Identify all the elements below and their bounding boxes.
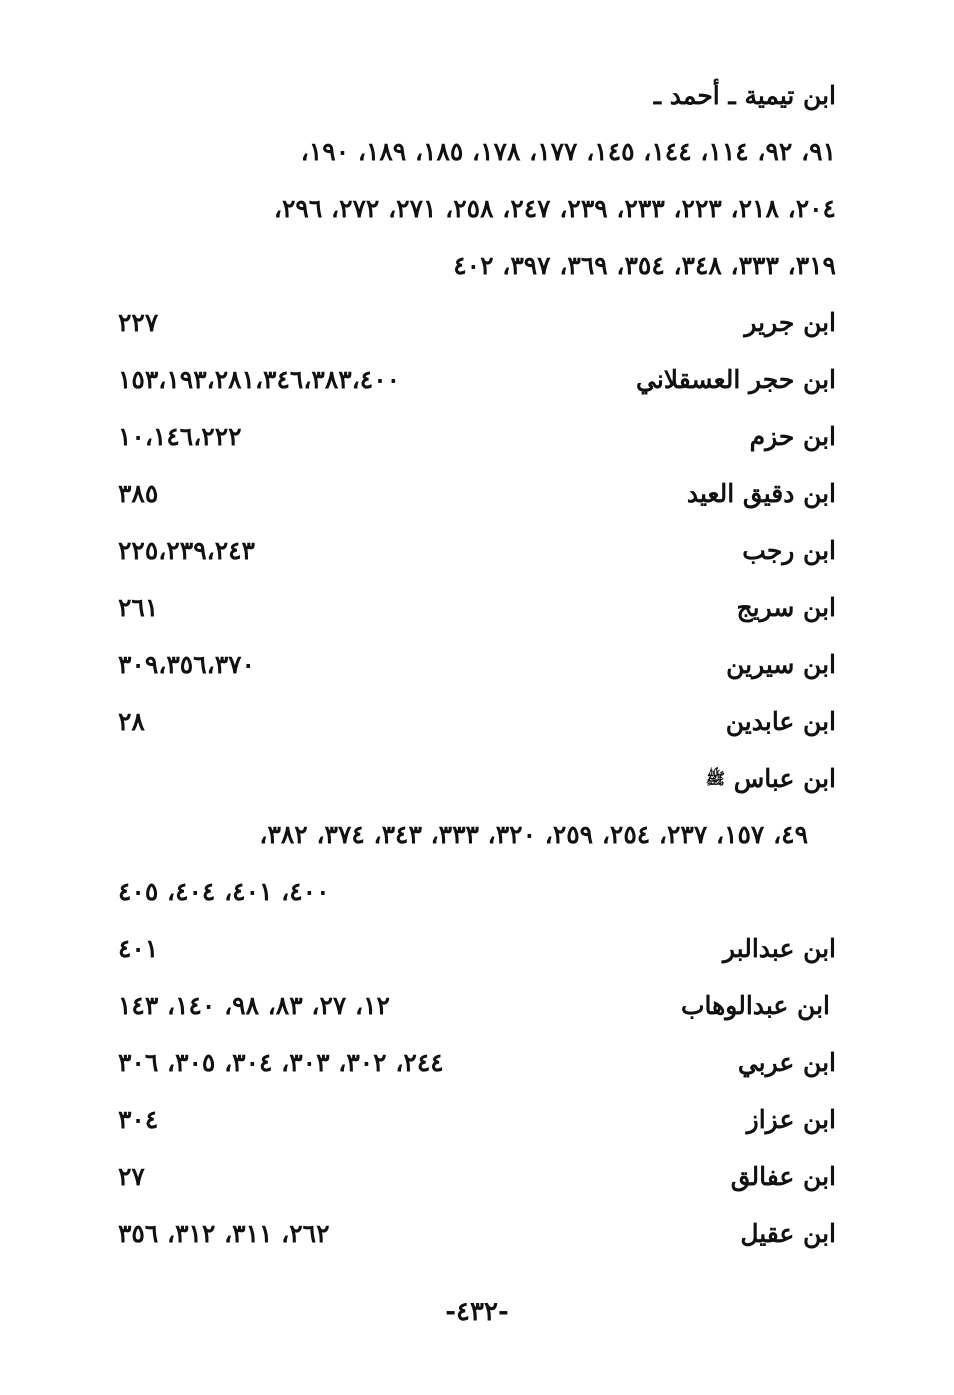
entry-pages-line: ٤٩، ١٥٧، ٢٣٧، ٢٥٤، ٢٥٩، ٣٢٠، ٣٣٣، ٣٤٣، ٣٧٤، ٣٨٢، [259, 820, 808, 849]
entry-name: ابن عربي [737, 1048, 836, 1077]
entry-name: ابن جرير [744, 308, 836, 337]
entry-name: ابن عفالق [730, 1162, 836, 1191]
index-entry [0, 1212, 954, 1256]
entry-pages: ٣٠٩،٣٥٦،٣٧٠ [118, 650, 255, 679]
index-entry [0, 472, 954, 516]
index-entry [0, 1155, 954, 1199]
entry-name: ابن عقيل [740, 1219, 836, 1248]
entry-name: ابن حزم [749, 422, 836, 451]
entry-name: ابن عبدالبر [722, 934, 836, 963]
index-entry [0, 529, 954, 573]
entry-pages-line: ٩١، ٩٢، ١١٤، ١٤٤، ١٤٥، ١٧٧، ١٧٨، ١٨٥، ١٨٩، ١٩٠، [300, 137, 836, 166]
entry-pages: ٢٦١ [118, 593, 159, 622]
entry-pages-line: ٤٠٠، ٤٠١، ٤٠٤، ٤٠٥ [118, 877, 330, 906]
entry-name-text: ابن عباس [733, 764, 836, 793]
entry-pages: ٢٨ [118, 707, 145, 736]
index-entry [0, 927, 954, 971]
entry-name [706, 757, 836, 801]
entry-pages: ٢٢٥،٢٣٩،٢٤٣ [118, 536, 255, 565]
index-entry [0, 301, 954, 345]
entry-pages: ١٢، ٢٧، ٨٣، ٩٨، ١٤٠، ١٤٣ [118, 991, 390, 1020]
page-number: -٤٣٢- [445, 1297, 509, 1327]
index-entry [0, 358, 954, 402]
entry-pages-line: ٣١٩، ٣٣٣، ٣٤٨، ٣٥٤، ٣٦٩، ٣٩٧، ٤٠٢ [453, 251, 836, 280]
entry-pages: ٢٢٧ [118, 308, 159, 337]
index-entry [0, 1041, 954, 1085]
index-entry [0, 643, 954, 687]
entry-name: ابن سريج [736, 593, 836, 622]
index-entry [0, 415, 954, 459]
index-entry [0, 74, 954, 118]
entry-name: ابن حجر العسقلاني [635, 365, 836, 394]
entry-name: ابن دقيق العيد [686, 479, 836, 508]
entry-name: ابن عبدالوهاب [680, 991, 830, 1020]
honorific-glyph: ﷺ [705, 769, 726, 788]
entry-name: ابن رجب [742, 536, 836, 565]
entry-pages-line: ٢٠٤، ٢١٨، ٢٢٣، ٢٣٣، ٢٣٩، ٢٤٧، ٢٥٨، ٢٧١، ٢٧٢، ٢٩٦، [273, 194, 836, 223]
entry-pages: ٢٦٢، ٣١١، ٣١٢، ٣٥٦ [118, 1219, 330, 1248]
entry-pages: ٣٠٤ [118, 1105, 159, 1134]
entry-pages: ٢٤٤، ٣٠٢، ٣٠٣، ٣٠٤، ٣٠٥، ٣٠٦ [118, 1048, 444, 1077]
entry-pages: ٤٠١ [118, 934, 159, 963]
index-entry [0, 586, 954, 630]
entry-name: ابن سيرين [726, 650, 836, 679]
entry-name: ابن عزاز [746, 1105, 836, 1134]
index-entry [0, 984, 954, 1028]
index-entry [0, 1098, 954, 1142]
entry-pages: ٣٨٥ [118, 479, 159, 508]
index-entry [0, 757, 954, 801]
entry-pages: ١٠،١٤٦،٢٢٢ [118, 422, 242, 451]
index-entry [0, 700, 954, 744]
entry-name: ابن عابدين [725, 707, 836, 736]
entry-pages: ٢٧ [118, 1162, 145, 1191]
entry-pages: ١٥٣،١٩٣،٢٨١،٣٤٦،٣٨٣،٤٠٠ [118, 365, 401, 394]
entry-name: ابن تيمية ـ أحمد ـ [653, 81, 836, 110]
